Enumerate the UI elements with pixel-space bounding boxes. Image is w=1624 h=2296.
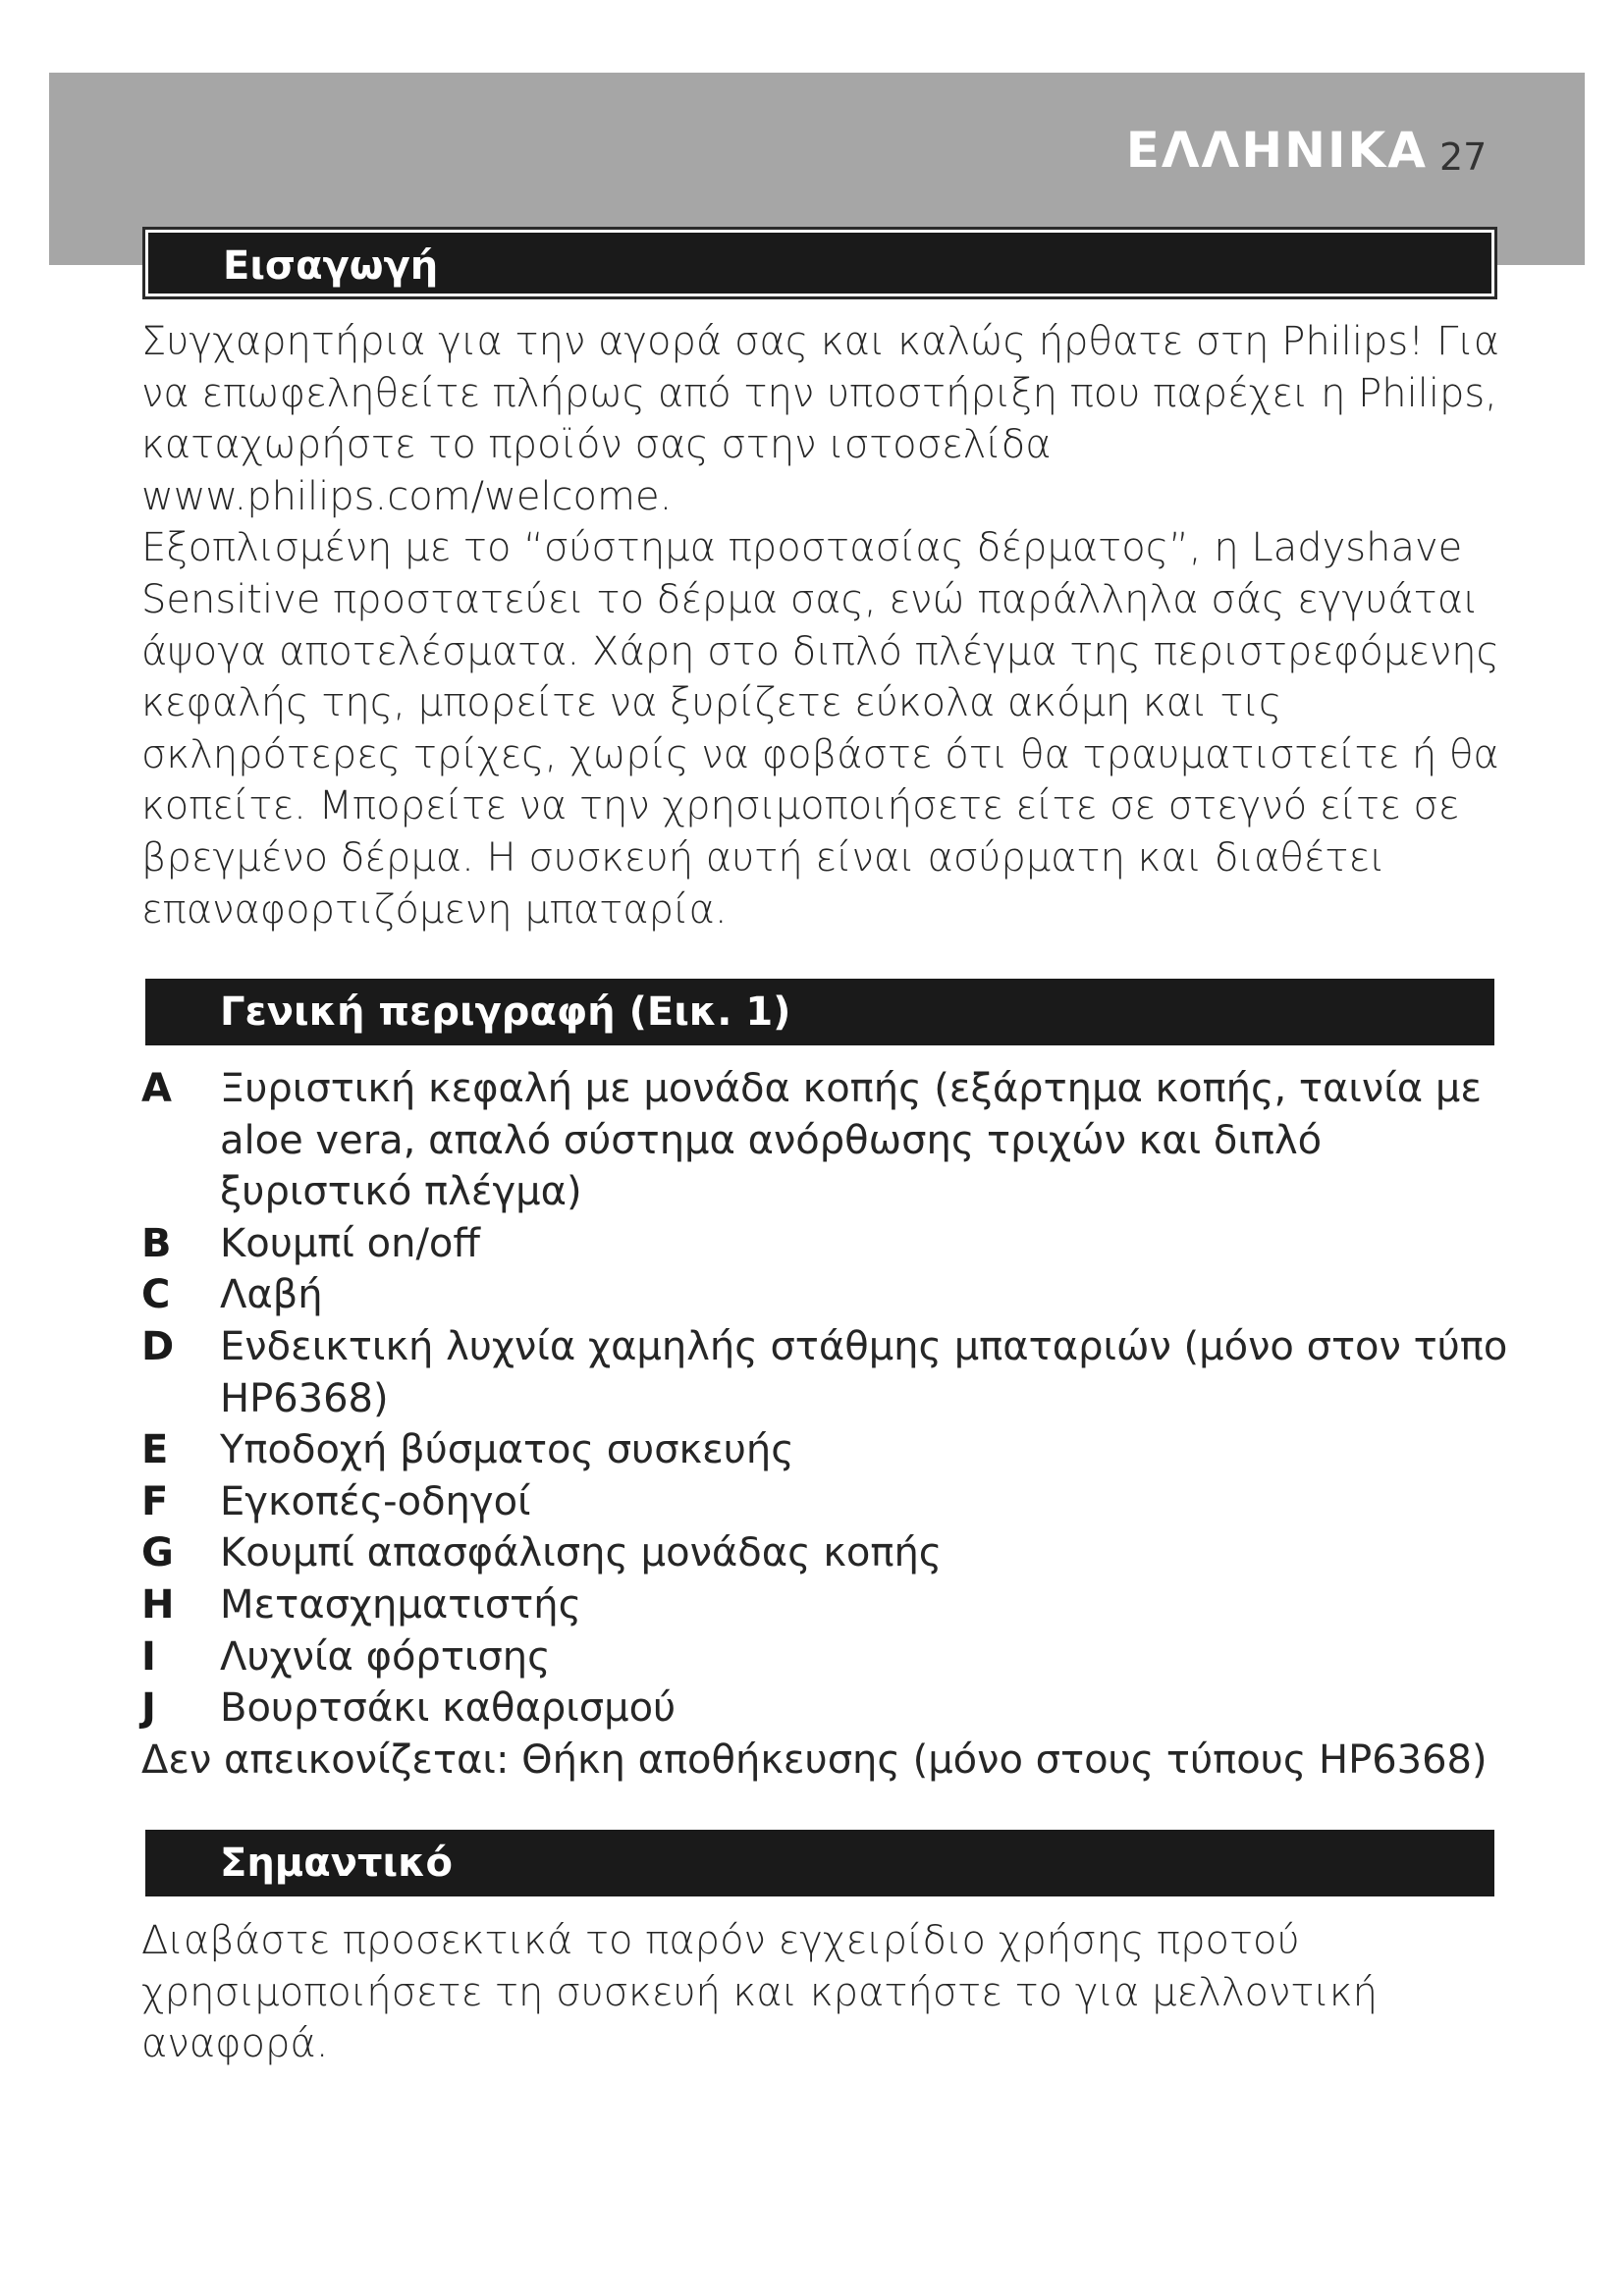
intro-paragraph: Εξοπλισμένη με το “σύστημα προστασίας δέρματος”, η Ladyshave Sensitive προστατεύει το δέρμα σας, ενώ παράλληλα σάς εγγυάται άψογα αποτελέσματα. Χάρη στο διπλό πλέγμα της περιστρεφόμενης κεφαλής της, μπορείτε να ξυρίζετε εύκολα ακόμη και τις σκληρότερες τρίχες, χωρίς να φοβάστε ότι θα τραυματιστείτε ή θα κοπείτε. Μπορείτε να την χρησιμοποιήσετε είτε σε στεγνό είτε σε βρεγμένο δέρμα. Η συσκευή αυτή είναι ασύρματη και διαθέτει επαναφορτιζόμενη μπαταρία.	[141, 525, 1500, 933]
intro-text	[141, 316, 1511, 935]
item-letter: D	[141, 1323, 175, 1369]
item-letter: I	[141, 1633, 156, 1680]
item-letter: F	[141, 1478, 169, 1524]
item-letter: H	[141, 1581, 175, 1628]
page-number: 27	[1439, 135, 1488, 179]
important-paragraph: Διαβάστε προσεκτικά το παρόν εγχειρίδιο χρήσης προτού χρησιμοποιήσετε τη συσκευή και κρατήστε το για μελλοντική αναφορά.	[141, 1918, 1378, 2067]
item-text: Κουμπί on/off	[220, 1220, 480, 1266]
section-title-intro: Εισαγωγή	[145, 230, 1494, 296]
intro-paragraph: Συγχαρητήρια για την αγορά σας και καλώς ήρθατε στη Philips! Για να επωφεληθείτε πλήρως από την υποστήριξη που παρέχει η Philips, καταχωρήστε το προϊόν σας στην ιστοσελίδα www.philips.com/welcome.	[141, 319, 1500, 519]
description-note: Δεν απεικονίζεται: Θήκη αποθήκευσης (μόνο στους τύπους HP6368)	[141, 1736, 1488, 1783]
description-list	[141, 1063, 1511, 1786]
item-text: Μετασχηματιστής	[220, 1581, 582, 1628]
section-title-important: Σημαντικό	[145, 1830, 1494, 1896]
item-text: Εγκοπές-οδηγοί	[220, 1478, 531, 1524]
item-text: Λαβή	[220, 1272, 323, 1318]
item-letter: B	[141, 1220, 172, 1266]
item-text: Υποδοχή βύσματος συσκευής	[220, 1427, 794, 1473]
item-letter: E	[141, 1427, 169, 1473]
item-letter: A	[141, 1066, 172, 1111]
list-item	[141, 1579, 1511, 1631]
item-text: Λυχνία φόρτισης	[220, 1633, 551, 1680]
item-text: Κουμπί απασφάλισης μονάδας κοπής	[220, 1530, 943, 1576]
language-label: ΕΛΛΗΝΙΚΑ	[1125, 122, 1428, 179]
list-item	[141, 1321, 1511, 1424]
item-letter: G	[141, 1530, 174, 1576]
list-item	[141, 1063, 1511, 1218]
item-letter: C	[141, 1272, 171, 1318]
section-title-description: Γενική περιγραφή (Εικ. 1)	[145, 979, 1494, 1045]
item-text: Ενδεικτική λυχνία χαμηλής στάθμης μπαταριών (μόνο στον τύπο HP6368)	[220, 1323, 1508, 1421]
list-item	[141, 1424, 1511, 1476]
list-item	[141, 1527, 1511, 1579]
list-item	[141, 1218, 1511, 1270]
item-letter: J	[141, 1685, 156, 1732]
list-item	[141, 1476, 1511, 1528]
list-item	[141, 1631, 1511, 1683]
important-text	[141, 1915, 1511, 2070]
list-item	[141, 1269, 1511, 1321]
list-item	[141, 1682, 1511, 1735]
item-text: Βουρτσάκι καθαρισμού	[220, 1685, 677, 1732]
item-text: Ξυριστική κεφαλή με μονάδα κοπής (εξάρτημα κοπής, ταινία με aloe vera, απαλό σύστημα ανόρθωσης τριχών και διπλό ξυριστικό πλέγμα)	[220, 1066, 1482, 1215]
